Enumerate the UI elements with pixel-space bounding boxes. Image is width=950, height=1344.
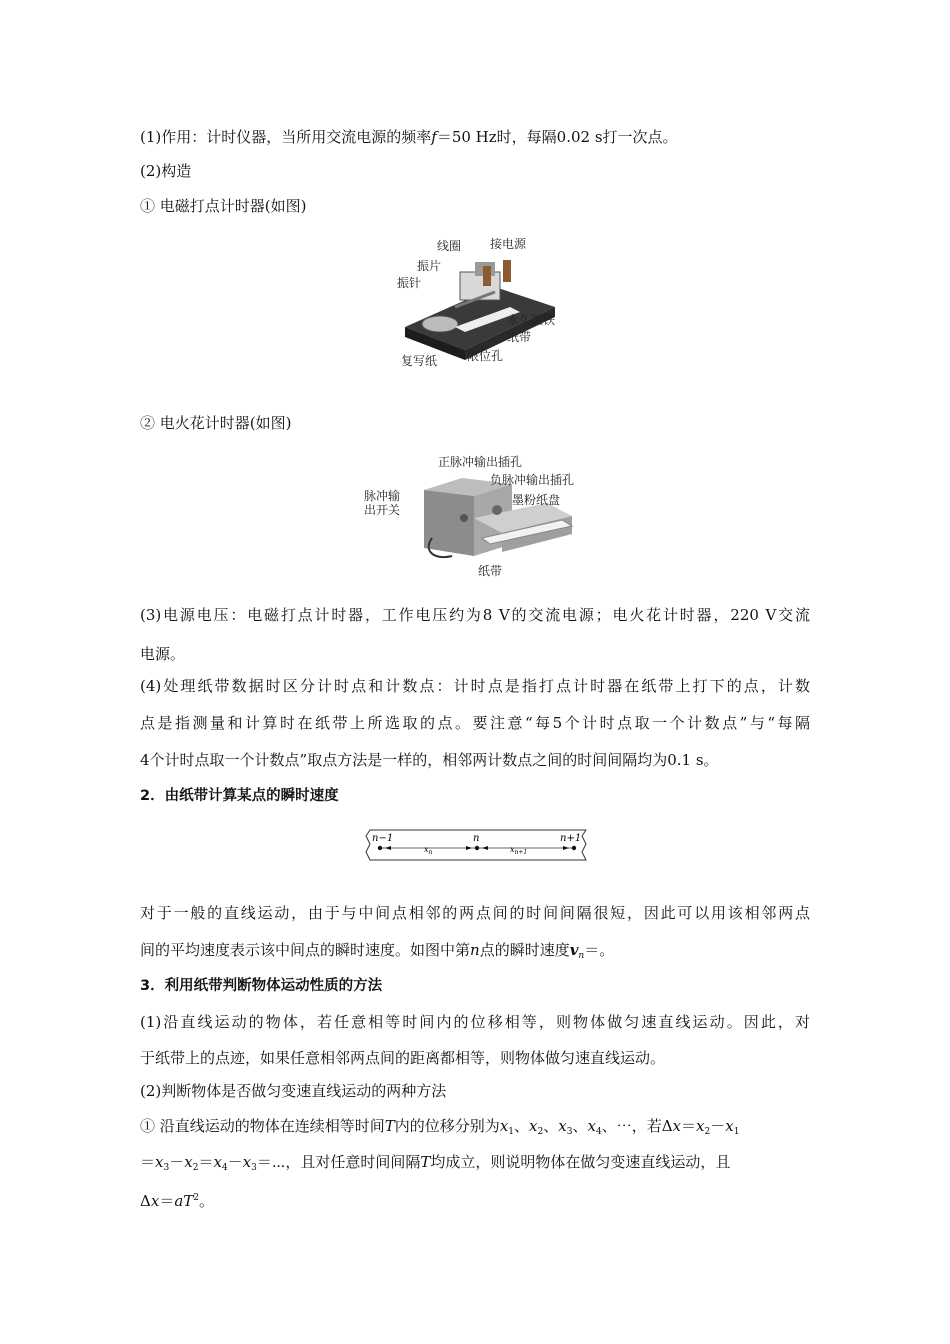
para-points-2: 点是指测量和计算时在纸带上所选取的点。要注意“每5个计时点取一个计数点”与“每隔	[140, 714, 810, 732]
text: 点的瞬时速度	[479, 941, 570, 959]
para-function	[140, 127, 678, 147]
para-structure: (2)构造	[140, 162, 192, 180]
var-T: T	[420, 1153, 431, 1171]
label-needle: 振针	[397, 276, 422, 290]
label-spark-tape: 纸带	[478, 564, 503, 578]
para-voltage-1: (3)电源电压：电磁打点计时器，工作电压约为8 V的交流电源；电火花计时器，220 V交流	[140, 606, 810, 624]
para-voltage-2: 电源。	[140, 645, 186, 663]
tape-label-left: n−1	[372, 833, 394, 844]
text: ① 沿直线运动的物体在连续相等时间	[140, 1117, 385, 1135]
para-em-timer: ① 电磁打点计时器(如图)	[140, 197, 307, 215]
label-switch-2: 出开关	[364, 503, 401, 517]
tape-label-xn: $x_n$	[424, 845, 433, 856]
heading-3: 3．利用纸带判断物体运动性质的方法	[140, 978, 383, 994]
tape-label-xn1: $x_{n+1}$	[510, 845, 528, 856]
var-T: T	[384, 1117, 395, 1135]
text: 。	[199, 1192, 215, 1210]
em-timer-figure	[395, 232, 565, 372]
label-toner: 墨粉纸盘	[512, 493, 561, 507]
label-hole: 限位孔	[467, 349, 504, 363]
heading-2: 2．由纸带计算某点的瞬时速度	[140, 788, 339, 804]
label-reed: 振片	[417, 259, 442, 273]
var-v-sub: n	[578, 951, 585, 961]
var-f: f	[431, 128, 437, 146]
para-uniform-1: (1)沿直线运动的物体，若任意相等时间内的位移相等，则物体做匀速直线运动。因此，对	[140, 1013, 810, 1031]
text: 间的平均速度表示该中间点的瞬时速度。如图中第	[140, 941, 471, 959]
text: (1)作用：计时仪器，当所用交流电源的频率	[140, 128, 432, 146]
tape-label-mid: n	[473, 833, 480, 844]
para-judge: (2)判断物体是否做匀变速直线运动的两种方法	[140, 1082, 447, 1100]
label-power: 接电源	[490, 237, 527, 251]
para-spark-timer: ② 电火花计时器(如图)	[140, 414, 292, 432]
text: Δ	[140, 1192, 151, 1210]
tape-label-right: n+1	[560, 833, 582, 844]
tape-figure	[364, 826, 592, 864]
label-tape: 纸带	[507, 330, 532, 344]
label-carbon: 复写纸	[401, 354, 438, 368]
text: ，且对任意时间间隔	[285, 1153, 421, 1171]
para-points-1: (4)处理纸带数据时区分计时点和计数点：计时点是指打点计时器在纸带上打下的点，计数	[140, 677, 810, 695]
para-instant-1: 对于一般的直线运动，由于与中间点相邻的两点间的时间间隔很短，因此可以用该相邻两点	[140, 904, 810, 922]
label-pos: 正脉冲输出插孔	[438, 455, 523, 469]
label-coil: 线圈	[437, 239, 462, 253]
para-method-3: $\Delta x=aT^2$。	[140, 1192, 215, 1210]
text: 均成立，则说明物体在做匀变速直线运动，且	[430, 1153, 731, 1171]
label-neg: 负脉冲输出插孔	[490, 473, 575, 487]
var-v: v	[569, 941, 579, 959]
text: ，若Δ	[631, 1117, 673, 1135]
label-magnet: 永久磁铁	[507, 313, 556, 327]
para-points-3: 4个计时点取一个计数点”取点方法是一样的，相邻两计数点之间的时间间隔均为0.1 s。	[140, 751, 719, 769]
text: ＝50 Hz时，每隔0.02 s打一次点。	[436, 128, 678, 146]
para-method-2: $=x_3-x_2=x_4-x_3=\cdots$，且对任意时间间隔T均成立，则说明物体在做匀变速直线运动，且	[140, 1153, 731, 1173]
text: ＝。	[584, 941, 615, 959]
para-method-1: ① 沿直线运动的物体在连续相等时间T内的位移分别为$x_1$、$x_2$、$x_3$、$x_4$、⋯，若$\Delta x=x_2-x_1$	[140, 1117, 740, 1137]
para-instant-2	[140, 940, 614, 966]
text: ＝	[159, 1192, 175, 1210]
spark-timer-figure	[362, 448, 592, 580]
label-switch-1: 脉冲输	[364, 489, 401, 503]
text: 内的位移分别为	[394, 1117, 500, 1135]
para-uniform-2: 于纸带上的点迹，如果任意相邻两点间的距离都相等，则物体做匀速直线运动。	[140, 1049, 666, 1067]
var-n: n	[470, 941, 480, 959]
